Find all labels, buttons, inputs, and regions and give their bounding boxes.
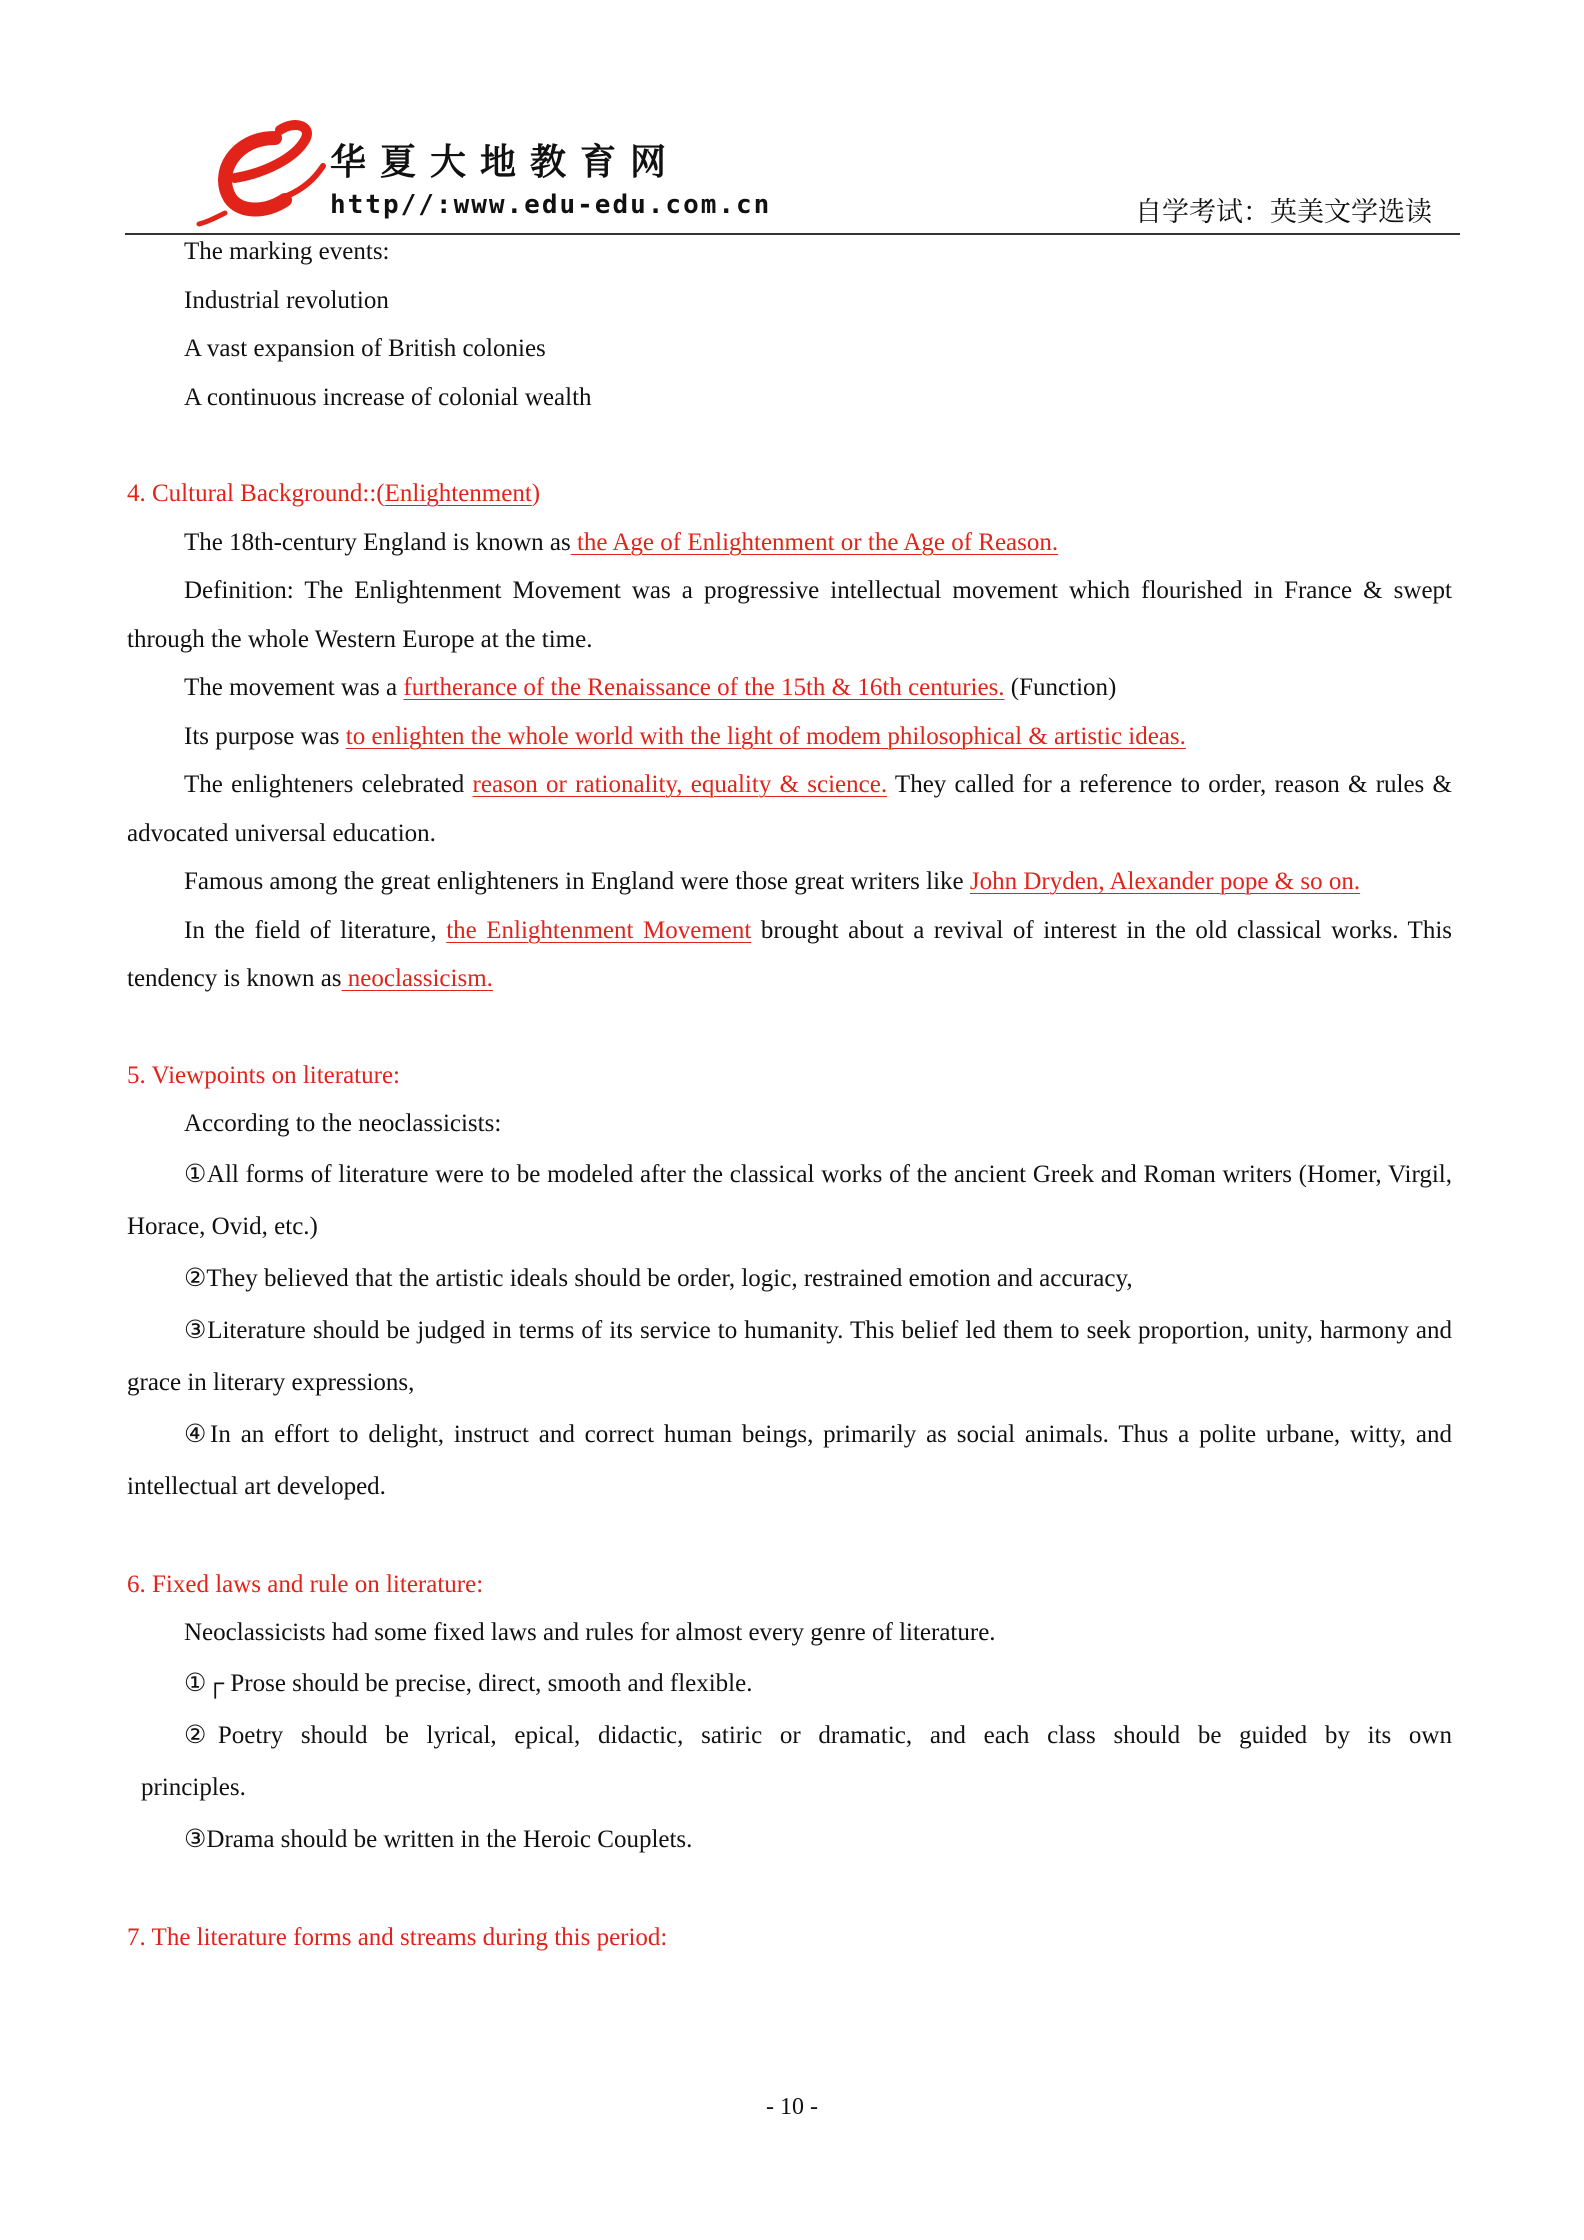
red-e-swoosh-logo-icon — [195, 118, 345, 228]
list-item: ③Drama should be written in the Heroic Couplets. — [184, 1825, 693, 1853]
section-5-heading: 5. Viewpoints on literature: — [127, 1061, 400, 1089]
definition-paragraph: Definition: The Enlightenment Movement was a progressive intellectual movement which flourished in France & swept through the whole Western Europe at the time. — [127, 577, 1452, 653]
list-item: ①┌ Prose should be precise, direct, smooth and flexible. — [184, 1669, 753, 1697]
enlightenment-link: Enlightenment — [384, 480, 532, 507]
page-header — [125, 108, 1460, 235]
list-item: ①All forms of literature were to be modeled after the classical works of the ancient Greek and Roman writers (Homer, Virgil, Horace, Ovid, etc.) — [127, 1160, 1452, 1240]
marking-events — [127, 228, 1452, 422]
paragraph: In the field of literature, the Enlightenment Movement brought about a revival of interest in the old classical works. This tendency is known as neoclassicism. — [127, 916, 1452, 992]
list-item: ②They believed that the artistic ideals should be order, logic, restrained emotion and accuracy, — [184, 1264, 1133, 1292]
page-number: - 10 - — [766, 2094, 818, 2120]
subject-title: 自学考试：英美文学选读 — [1135, 197, 1432, 228]
site-name: 华夏大地教育网 — [330, 142, 681, 183]
paragraph: Neoclassicists had some fixed laws and rules for almost every genre of literature. — [184, 1619, 996, 1646]
marking-item: Industrial revolution — [184, 286, 389, 314]
section-6-heading: 6. Fixed laws and rule on literature: — [127, 1570, 484, 1598]
marking-title: The marking events: — [184, 238, 390, 265]
list-item: ④In an effort to delight, instruct and correct human beings, primarily as social animals. Thus a polite urbane, witty, and intellectual art developed. — [127, 1420, 1452, 1500]
paragraph: Its purpose was to enlighten the whole world with the light of modem philosophical & artistic ideas. — [184, 722, 1186, 750]
marking-item: A continuous increase of colonial wealth — [184, 383, 592, 411]
paragraph: The 18th-century England is known as the Age of Enlightenment or the Age of Reason. — [184, 528, 1059, 556]
site-url[interactable]: http//:www.edu-edu.com.cn — [330, 190, 772, 220]
paragraph: Famous among the great enlighteners in England were those great writers like John Dryden, Alexander pope & so on. — [184, 868, 1361, 895]
list-item-continuation: principles. — [141, 1773, 246, 1801]
section-7-heading: 7. The literature forms and streams during this period: — [127, 1923, 668, 1951]
list-item: ③Literature should be judged in terms of its service to humanity. This belief led them to seek proportion, unity, harmony and grace in literary expressions, — [127, 1316, 1452, 1396]
marking-item: A vast expansion of British colonies — [184, 335, 546, 362]
section-4-heading: 4. Cultural Background::(Enlightenment) — [127, 480, 541, 507]
list-item: ②Poetry should be lyrical, epical, didactic, satiric or dramatic, and each class should be guided by its own — [184, 1721, 1452, 1749]
paragraph: The enlighteners celebrated reason or rationality, equality & science. They called for a reference to order, reason & rules & advocated universal education. — [127, 771, 1452, 847]
paragraph: The movement was a furtherance of the Renaissance of the 15th & 16th centuries. (Function) — [184, 674, 1117, 701]
main-content — [127, 228, 1452, 1962]
paragraph: According to the neoclassicists: — [184, 1110, 502, 1137]
